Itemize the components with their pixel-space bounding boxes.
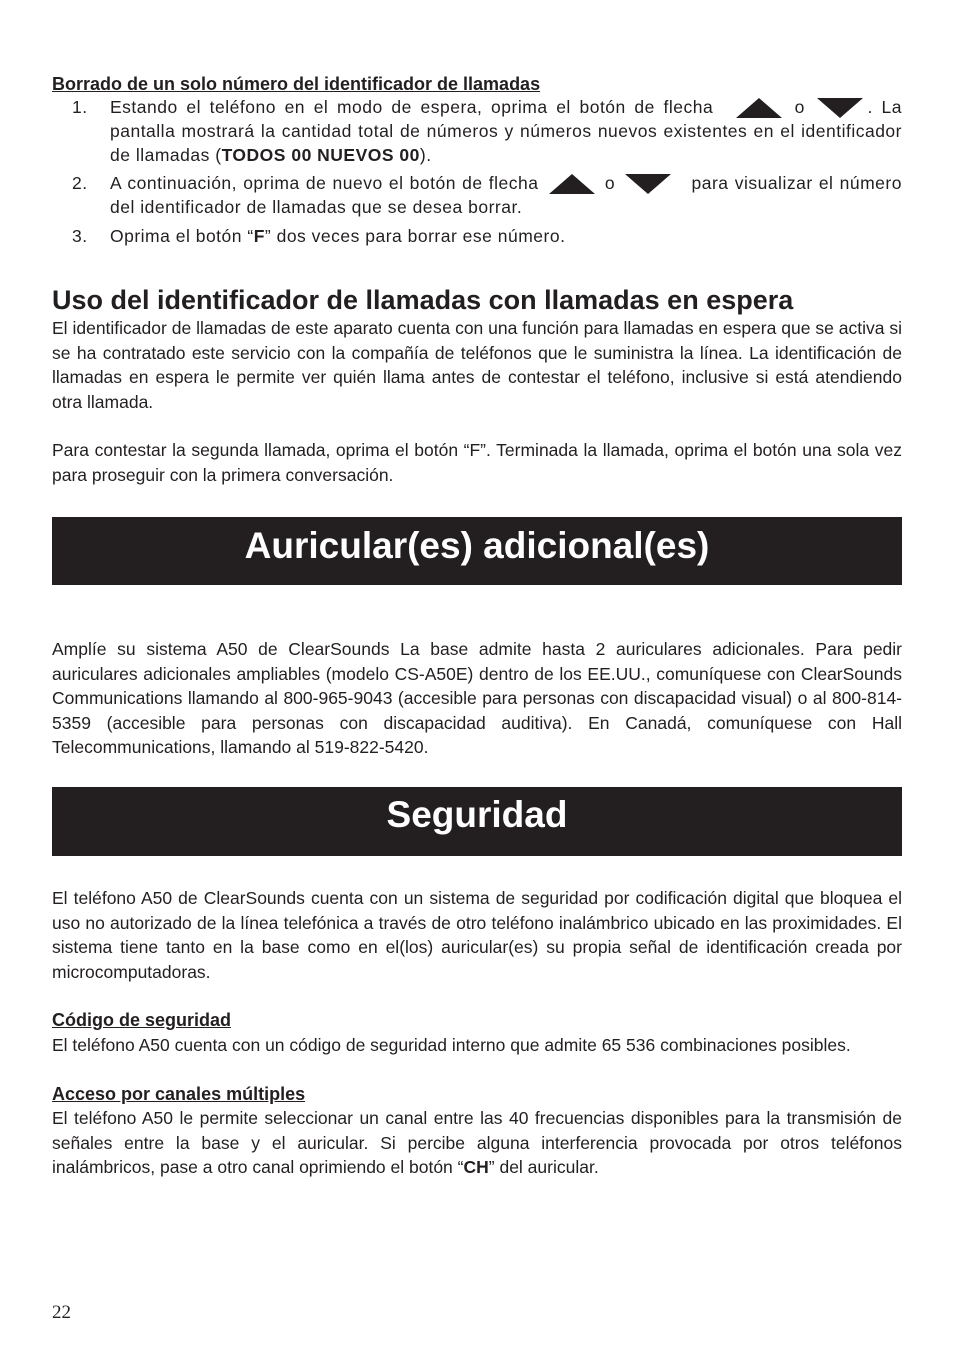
step-2: 2. A continuación, oprima de nuevo el botón de flecha o para visualizar el número del identificador de llamadas que se desea borrar. xyxy=(72,173,902,217)
channels-heading: Acceso por canales múltiples xyxy=(52,1083,306,1104)
call-waiting-paragraph-1: El identificador de llamadas de este aparato cuenta con una función para llamadas en espera que se activa si se ha contratado este servicio con la compañía de teléfonos que le suministra la línea. La identificación de llamadas en espera le permite ver quién llama antes de contestar el teléfono, inclusive si está atendiendo otra llamada. xyxy=(52,318,902,412)
deletion-section xyxy=(52,73,902,248)
step-1: 1. Estando el teléfono en el modo de espera, oprima el botón de flecha o . La pantalla mostrará la cantidad total de números y números nuevos existentes en el identificador de llamadas (TODOS 00 NUEVOS 00). xyxy=(72,97,902,165)
deletion-heading: Borrado de un solo número del identificador de llamadas xyxy=(52,74,541,94)
section-banner-handsets xyxy=(52,517,902,585)
handsets-section xyxy=(52,637,902,760)
security-code-heading: Código de seguridad xyxy=(52,1010,232,1031)
arrow-up-icon xyxy=(549,174,595,194)
banner-title: Auricular(es) adicional(es) xyxy=(244,525,710,566)
arrow-down-icon xyxy=(625,174,671,194)
call-waiting-section xyxy=(52,284,902,488)
security-section xyxy=(52,886,902,1180)
arrow-down-icon xyxy=(817,98,863,118)
section-title: Uso del identificador de llamadas con llamadas en espera xyxy=(52,285,794,315)
step-3: 3. Oprima el botón “F” dos veces para borrar ese número. xyxy=(72,226,566,246)
security-paragraph: El teléfono A50 de ClearSounds cuenta con un sistema de seguridad por codificación digital que bloquea el uso no autorizado de la línea telefónica a través de otro teléfono inalámbrico ubicado en las proximidades. El sistema tiene tanto en la base como en el(los) auricular(es) su propia señal de identificación creada por microcomputadoras. xyxy=(52,888,902,982)
channels-paragraph: El teléfono A50 le permite seleccionar un canal entre las 40 frecuencias disponibles para la transmisión de señales entre la base y el auricular. Si percibe alguna interferencia provocada por otros teléfonos inalámbricos, pase a otro canal oprimiendo el botón “CH” del auricular. xyxy=(52,1108,902,1178)
deletion-steps xyxy=(52,95,902,248)
arrow-up-icon xyxy=(736,98,782,118)
section-banner-security xyxy=(52,787,902,856)
handsets-paragraph: Amplíe su sistema A50 de ClearSounds La base admite hasta 2 auriculares adicionales. Para pedir auriculares adicionales ampliables (modelo CS-A50E) dentro de los EE.UU., comuníquese con ClearSounds Communications llamando al 800-965-9043 (accesible para personas con discapacidad visual) o al 800-814-5359 (accesible para personas con discapacidad auditiva). En Canadá, comuníquese con Hall Telecommunications, llamando al 519-822-5420. xyxy=(52,639,902,758)
security-code-paragraph: El teléfono A50 cuenta con un código de seguridad interno que admite 65 536 combinaciones posibles. xyxy=(52,1034,851,1055)
call-waiting-paragraph-2: Para contestar la segunda llamada, oprima el botón “F”. Terminada la llamada, oprima el botón una sola vez para proseguir con la primera conversación. xyxy=(52,440,902,485)
page-number: 22 xyxy=(52,1302,71,1323)
banner-title: Seguridad xyxy=(386,794,568,835)
